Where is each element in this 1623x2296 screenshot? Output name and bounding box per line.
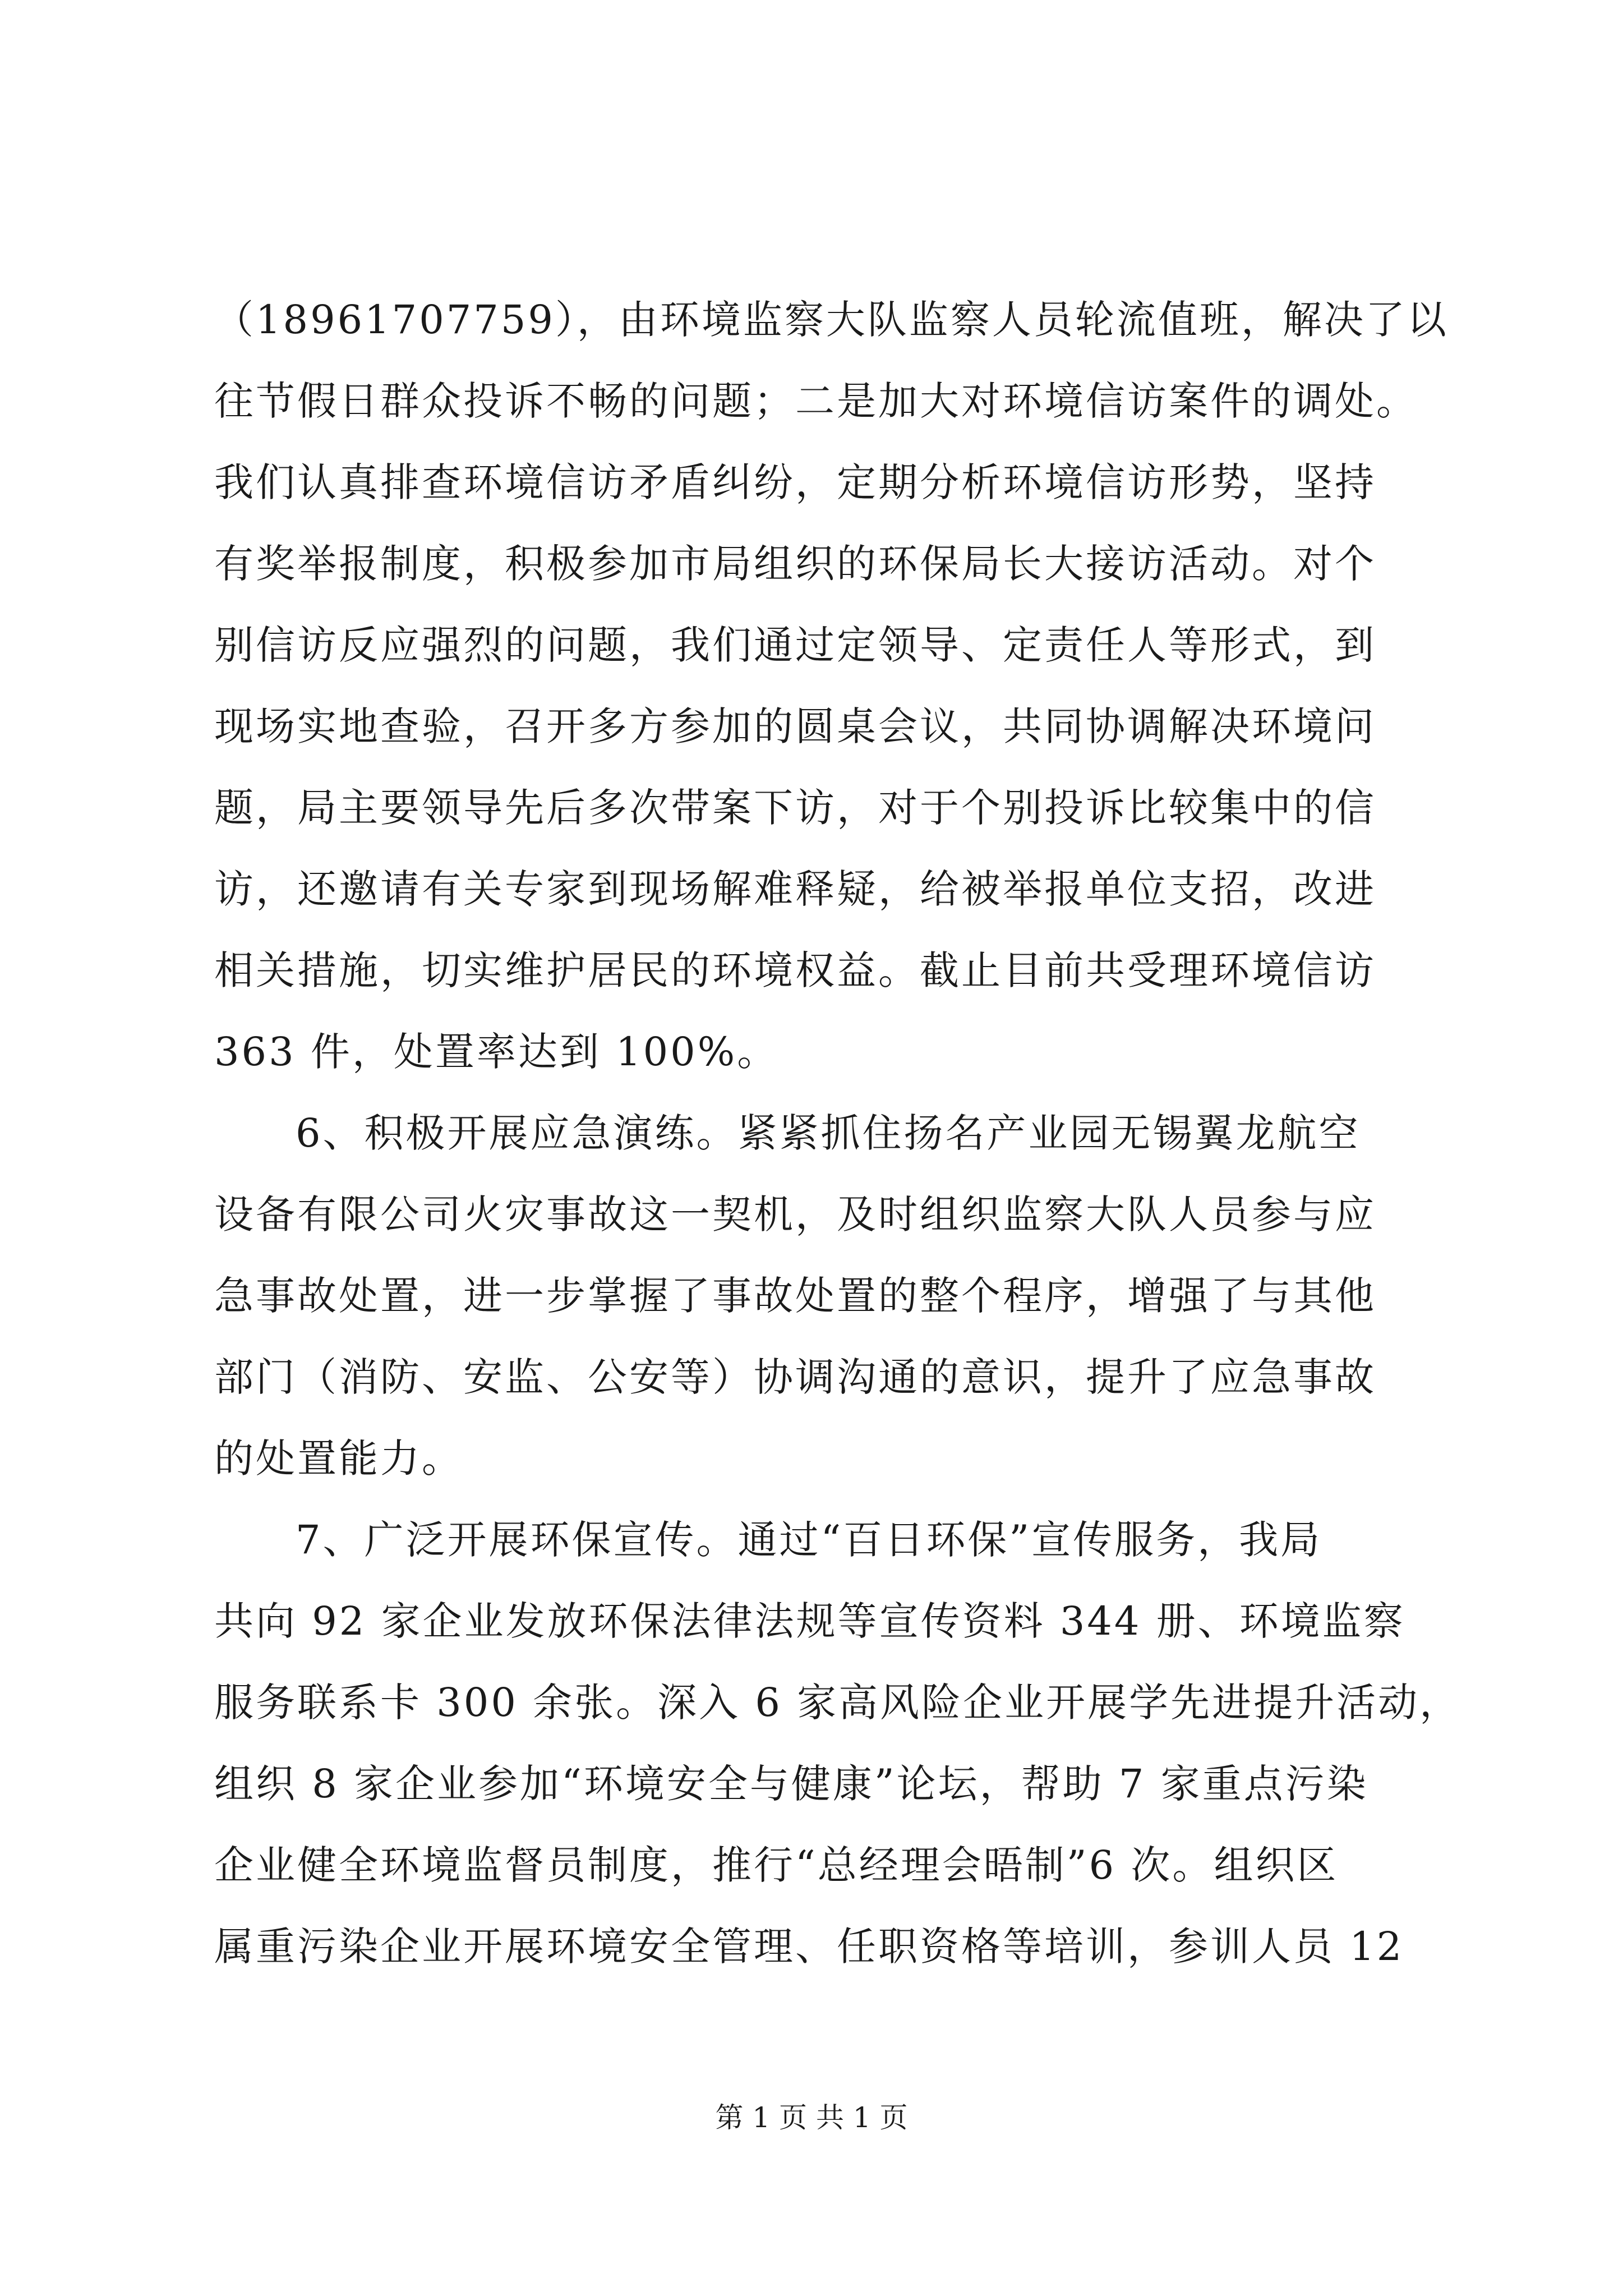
body-line-3: 我们认真排查环境信访矛盾纠纷，定期分析环境信访形势，坚持 bbox=[214, 459, 1376, 505]
body-line-5: 别信访反应强烈的问题，我们通过定领导、定责任人等形式，到 bbox=[214, 622, 1376, 668]
body-line-17: 共向 92 家企业发放环保法律法规等宣传资料 344 册、环境监察 bbox=[214, 1598, 1405, 1644]
body-line-4: 有奖举报制度，积极参加市局组织的环保局长大接访活动。对个 bbox=[214, 541, 1376, 587]
body-line-7: 题，局主要领导先后多次带案下访，对于个别投诉比较集中的信 bbox=[214, 785, 1376, 831]
body-line-8: 访，还邀请有关专家到现场解难释疑，给被举报单位支招，改进 bbox=[214, 866, 1376, 912]
body-line-13: 急事故处置，进一步掌握了事故处置的整个程序，增强了与其他 bbox=[214, 1273, 1376, 1319]
body-line-19: 组织 8 家企业参加“环境安全与健康”论坛，帮助 7 家重点污染 bbox=[214, 1761, 1368, 1807]
body-line-2: 往节假日群众投诉不畅的问题；二是加大对环境信访案件的调处。 bbox=[214, 378, 1418, 424]
body-line-9: 相关措施，切实维护居民的环境权益。截止目前共受理环境信访 bbox=[214, 947, 1376, 993]
page-footer: 第 1 页 共 1 页 bbox=[715, 2101, 908, 2134]
paragraph-7-first-line: 7、广泛开展环保宣传。通过“百日环保”宣传服务，我局 bbox=[296, 1517, 1322, 1563]
body-line-18: 服务联系卡 300 余张。深入 6 家高风险企业开展学先进提升活动， bbox=[214, 1680, 1461, 1726]
body-line-21: 属重污染企业开展环境安全管理、任职资格等培训，参训人员 12 bbox=[214, 1924, 1404, 1970]
body-line-15: 的处置能力。 bbox=[214, 1435, 463, 1481]
body-line-14: 部门（消防、安监、公安等）协调沟通的意识，提升了应急事故 bbox=[214, 1354, 1376, 1400]
body-line-12: 设备有限公司火灾事故这一契机，及时组织监察大队人员参与应 bbox=[214, 1191, 1376, 1237]
body-line-10: 363 件，处置率达到 100%。 bbox=[214, 1029, 779, 1075]
paragraph-6-first-line: 6、积极开展应急演练。紧紧抓住扬名产业园无锡翼龙航空 bbox=[296, 1110, 1361, 1156]
body-line-1: （18961707759），由环境监察大队监察人员轮流值班，解决了以 bbox=[214, 297, 1449, 343]
body-line-20: 企业健全环境监督员制度，推行“总经理会晤制”6 次。组织区 bbox=[214, 1842, 1339, 1888]
body-line-6: 现场实地查验，召开多方参加的圆桌会议，共同协调解决环境问 bbox=[214, 703, 1376, 749]
